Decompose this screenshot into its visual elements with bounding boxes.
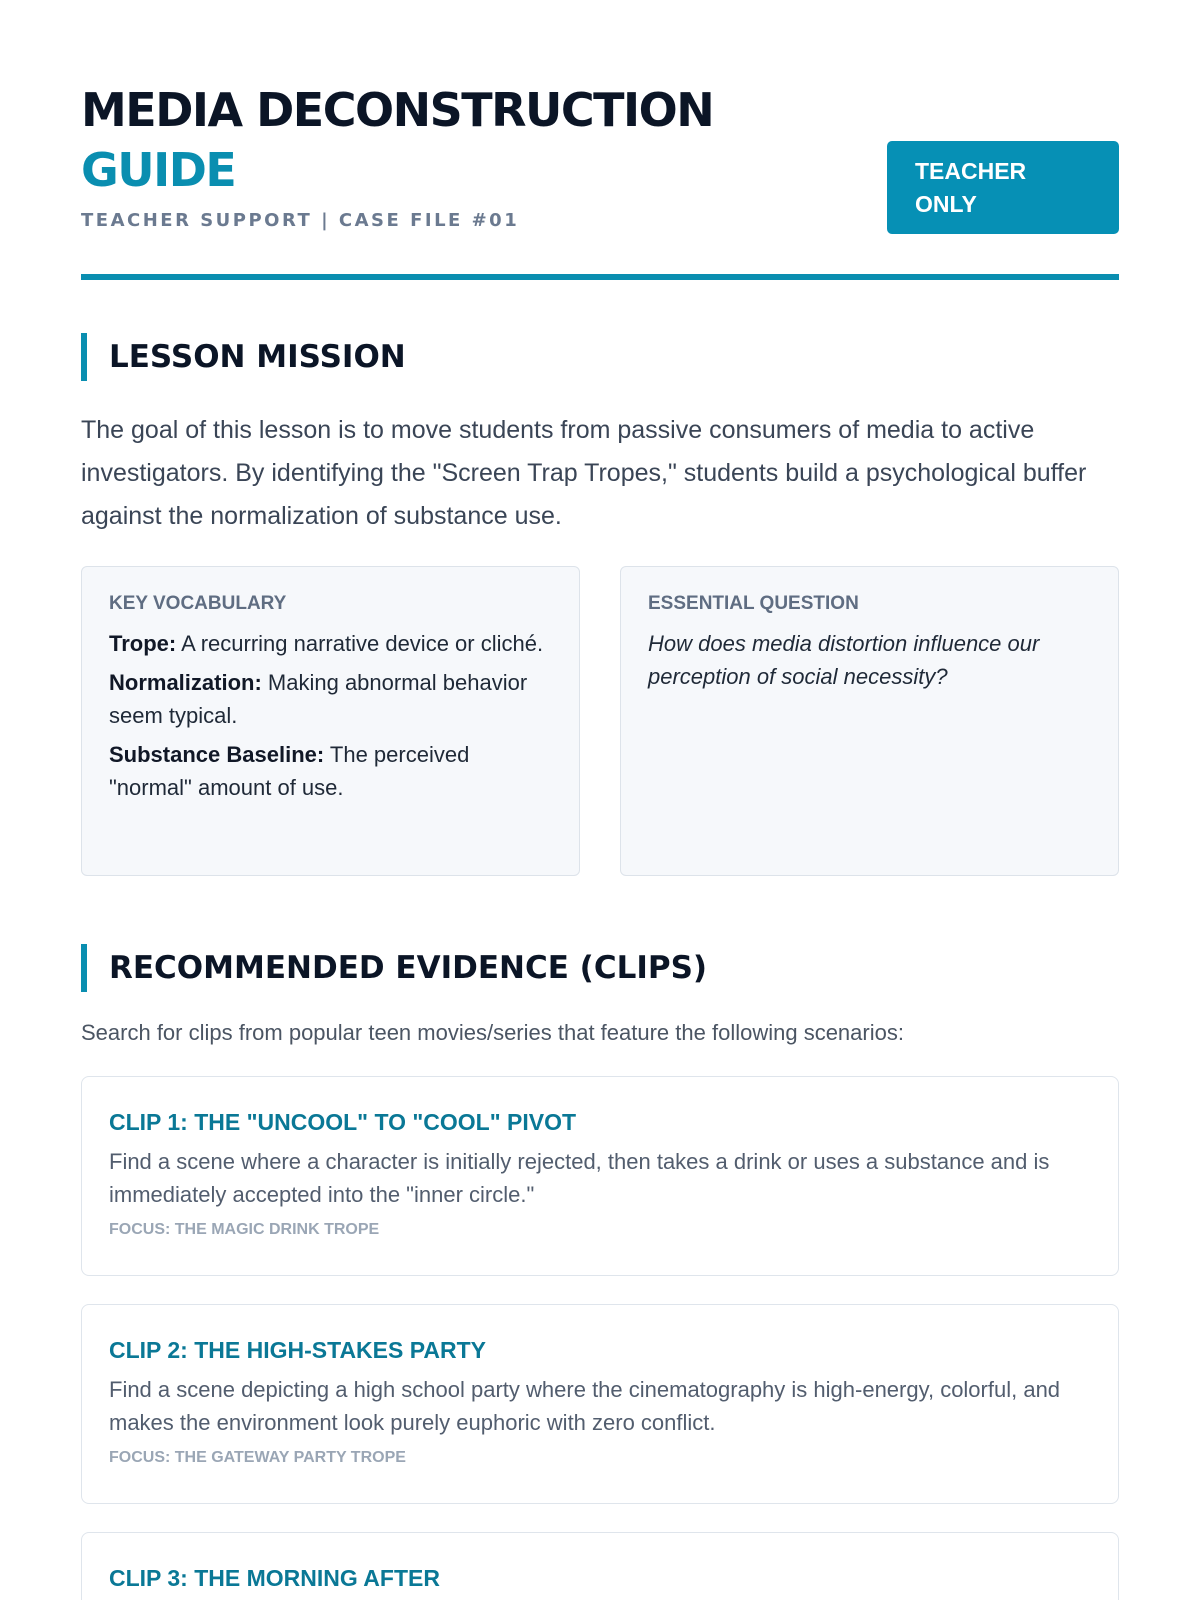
info-cards: [81, 566, 1119, 876]
vocab-definition: The perceived "normal" amount of use.: [109, 742, 470, 800]
vocab-term: Normalization:: [109, 670, 262, 695]
essential-question-label: ESSENTIAL QUESTION: [648, 593, 859, 614]
lesson-mission-heading: LESSON MISSION: [81, 333, 1119, 381]
vocab-item: [109, 627, 552, 660]
vocab-item: [109, 738, 552, 804]
essential-question-text: How does media distortion influence our perception of social necessity?: [648, 631, 1040, 689]
clip-card: [81, 1532, 1119, 1600]
vocab-item: [109, 666, 552, 732]
vocab-definition: Making abnormal behavior seem typical.: [109, 670, 528, 728]
vocab-definition: A recurring narrative device or cliché.: [176, 631, 544, 656]
teacher-only-badge: TEACHER ONLY: [887, 141, 1119, 234]
page-header: [81, 80, 1119, 280]
clip-card: [81, 1076, 1119, 1276]
lesson-mission-text: The goal of this lesson is to move students from passive consumers of media to active investigators. By identifying the "Screen Trap Tropes," students build a psychological buffer against the normalization of substance use.: [81, 416, 1087, 530]
key-vocabulary-card: [81, 566, 580, 876]
clip-focus: FOCUS: THE GATEWAY PARTY TROPE: [109, 1449, 406, 1466]
evidence-intro-text: Search for clips from popular teen movies/series that feature the following scenarios:: [81, 1020, 904, 1045]
page-title-line2: GUIDE: [81, 143, 236, 197]
clip-title: CLIP 1: THE "UNCOOL" TO "COOL" PIVOT: [109, 1109, 577, 1135]
clip-focus: FOCUS: THE MAGIC DRINK TROPE: [109, 1221, 380, 1238]
essential-question-card: [620, 566, 1119, 876]
recommended-evidence-section: [81, 944, 1119, 1600]
vocab-term: Trope:: [109, 631, 177, 656]
recommended-evidence-heading: RECOMMENDED EVIDENCE (CLIPS): [81, 944, 1119, 992]
vocab-term: Substance Baseline:: [109, 742, 325, 767]
clip-description: Find a scene where a character is initially rejected, then takes a drink or uses a substance and is immediately accepted into the "inner circle.": [109, 1149, 1050, 1207]
page-subtitle: TEACHER SUPPORT | CASE FILE #01: [81, 210, 520, 231]
clip-title: CLIP 3: THE MORNING AFTER: [109, 1565, 440, 1591]
page-title-line1: MEDIA DECONSTRUCTION: [81, 83, 714, 137]
clip-description: Find a scene depicting a high school party where the cinematography is high-energy, colorful, and makes the environment look purely euphoric with zero conflict.: [109, 1377, 1061, 1435]
clip-card: [81, 1304, 1119, 1504]
lesson-mission-section: [81, 333, 1119, 876]
clip-title: CLIP 2: THE HIGH-STAKES PARTY: [109, 1337, 486, 1363]
key-vocabulary-label: KEY VOCABULARY: [109, 593, 287, 614]
